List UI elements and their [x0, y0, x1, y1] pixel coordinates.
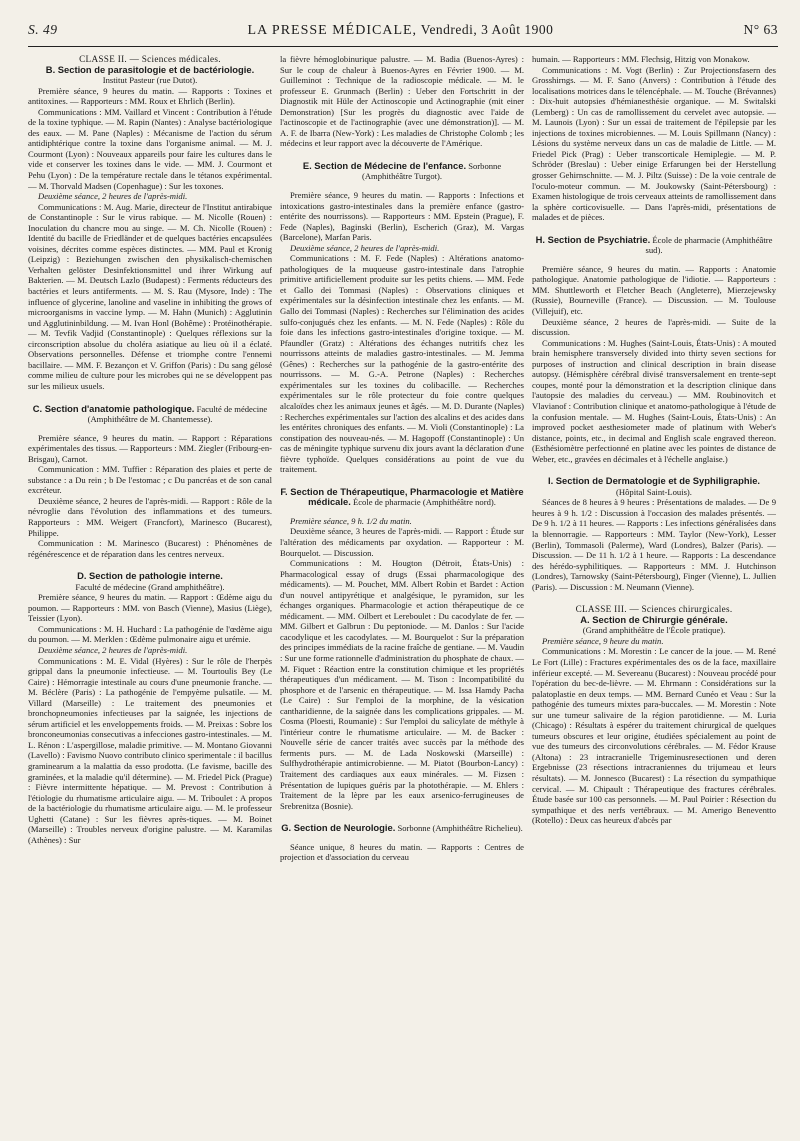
- paragraph: Communications : M. Vogt (Berlin) : Zur Projectionsfasern des Grosshirngs. — M. F. Sano (Anvers) : Contribution à l'étude des localisations motrices dans le télencéphale. — M. Touche (Brévannes) : Dix-huit autopsies d'hémianesthésie organique. — M. Switalski (Lemberg) : Un cas de ramollissement du cervelet avec autopsie. — M. Launois (Lyon) : Sur un essai de traitement de l'épilepsie par les injections de toxines microbiennes. — M. Louis Spillmann (Nancy) : Lésions du système nerveux dans un cas de maladie de Little. — M. Friedel Pick (Prag) : Ueber transcorticale Hemiplegie. — M. P. Schröder (Breslau) : Ueber einige Erfarungen bei der Herstellung grosser Gehirnschnitte. — M. J. Piltz (Suisse) : De la voie centrale de l'oculo-moteur commun. — M. Joukowsky (Saint-Pétersbourg) : Examen histologique de trois cerveaux atteints de ramollissement dans la sphère corticovisuelle. — Dans l'après-midi, présentations de malades et de pièces.: [532, 64, 776, 223]
- section-location: Faculté de médecine (Grand amphithéâtre).: [75, 581, 225, 592]
- section-location: Institut Pasteur (rue Dutot).: [102, 75, 198, 86]
- column-3: [532, 54, 776, 1136]
- paragraph: Communications : MM. Vaillard et Vincent : Contribution à l'étude de la toxine typhique. — M. Rapin (Nantes) : Analyse bactériologique des eaux. — M. Pane (Naples) : Mécanisme de l'action du sérum antidiphtérique contre la toxine dans l'organisme animal. — M. J. Courmont (Lyon) : Nouveaux appareils pour faire les cultures dans le vide et conserver les toxines dans le vide. — MM. J. Courmont et Pehu (Lyon) : De la température rectale dans le tétanos expérimental. — M. Thorvald Madsen (Copenhague) : Sur les toxones.: [28, 106, 272, 191]
- column-2: [280, 54, 524, 1136]
- paragraph: Deuxième séance, 2 heures de l'après-midi. — Suite de la discussion.: [532, 316, 776, 338]
- issue-number: N° 63: [743, 22, 778, 37]
- paragraph: Communications : M. H. Huchard : La pathogénie de l'œdème aigu du poumon. — M. Merklen : Œdème pulmonaire aigu et urémie.: [28, 623, 272, 645]
- paragraph: Séances de 8 heures à 9 heures : Présentations de malades. — De 9 heures à 9 h. 1/2 : Discussion à l'occasion des malades présentés. — De 9 h. 1/2 à 11 heures. — Rapports : Les infections généralisées dans la blennorragie. — Rapporteurs : MM. Taylor (New-York), Lesser (Berlin), Tommasoli (Palerme), Ward (Londres), Balzer (Paris). — Discussion. — De 11 h. 1/2 à 1 heure. — Rapports : La descendance des hérédo-syphilitiques. — Rapporteurs : MM. J. Hutchinson (Londres), Tarnowsky (Saint-Pétersbourg), Finger (Vienne), L. Jullien (Paris). — Discussion : M. Neumann (Vienne).: [532, 497, 776, 592]
- section-heading: H. Section de Psychiatrie. École de pharmacie (Amphithéâtre sud).: [535, 233, 773, 256]
- section-heading: A. Section de Chirurgie générale.: [580, 613, 728, 625]
- section-heading: G. Section de Neurologie. Sorbonne (Amphithéâtre Richelieu).: [281, 822, 523, 834]
- column-1: [28, 54, 272, 1136]
- page-header: [28, 22, 778, 44]
- paragraph: Première séance, 9 heures du matin. — Rapports : Toxines et antitoxines. — Rapporteurs : MM. Roux et Ehrlich (Berlin).: [28, 85, 272, 107]
- class-heading: CLASSE III. — Sciences chirurgicales.: [575, 604, 733, 615]
- session-time: Deuxième séance, 2 heures de l'après-midi.: [38, 191, 188, 202]
- paragraph: Première séance, 9 heures du matin. — Rapports : Anatomie pathologique. Anatomie pathologique de l'idiotie. — Rapporteurs : MM. Shuttleworth et Fletcher Beach (Angleterre), Mierzejewsky (Russie), Bourneville (France). — Discussion. — M. Toulouse (Villejuif), etc.: [532, 263, 776, 317]
- paragraph: Communications : M. F. Fede (Naples) : Altérations anatomo-pathologiques de la muqueuse gastro-intestinale dans l'atrophie primitive artificiellement produite sur les petits chiens. — MM. Fede et Gallo dei Tommasi (Naples) : Observations cliniques et expérimentales sur la désinfection intestinale chez les enfants. — M. Gallo dei Tommasi (Naples) : Recherches sur l'élimination des acides sulfo-conjugués chez les enfants. — M. N. Fede (Naples) : Rôle du foie dans les infections gastro-intestinales d'origine toxique. — M. Pfaundler (Gratz) : Altérations des échanges nutritifs chez les nourrissons atteints de maladies gastro-intestinales. — M. Jemma (Gênes) : Recherches sur la pathogénie de la gastro-entérite des nourrissons. — M. G.-A. Petrone (Naples) : Recherches expérimentales sur les toxines du colibacille. — Recherches expérimentales sur le rôle protecteur du foie contre quelques alcaloïdes chez les animaux jeunes et âgés. — M. D. Durante (Naples) : Recherches expérimentales sur l'action des alcalins et des acides dans les entérites chroniques des enfants. — M. Violi (Constantinople) : La constipation des nouveau-nés. — M. Hagopoff (Constantinople) : Un cas de méningite typhique survenu dix jours avant la déclaration d'une fièvre typhoïde. Quelques considérations au point de vue du traitement.: [280, 253, 524, 475]
- paragraph: Communications : M. Hughes (Saint-Louis, États-Unis) : A mouted brain hemisphere transversely divided into thirty seven sections for purposes of instruction and clinical description in brain disease autopsy. (Hémisphère cérébral divisé transversalement en trente-sept coupes, monté pour la démonstration et la description clinique dans l'autopsie des maladies du cerveau.) — MM. Roubinovitch et Vlavianof : Contribution clinique et anatomo-pathologique à l'étude de la confusion mentale. — M. Hughes (Saint-Louis, États-Unis) : An improved pocket aesthesiometer made of platinum with Weber's distance, points, etc., in decimal and English scale engraved thereon. (Esthésiomètre perfectionné en platine avec les pointes de distance de Weber, etc., gravées en décimales et à l'échelle anglaise.): [532, 337, 776, 464]
- paragraph: Communication : MM. Tuffier : Réparation des plaies et perte de substance : a Du rein ; b De l'estomac ; c Du pancréas et de son canal excréteur.: [28, 464, 272, 496]
- section-heading: I. Section de Dermatologie et de Syphiligraphie.: [547, 475, 761, 487]
- section-heading: C. Section d'anatomie pathologique. Faculté de médecine (Amphithéâtre de M. Chantemesse).: [32, 402, 268, 425]
- class-heading: CLASSE II. — Sciences médicales.: [79, 54, 221, 64]
- text-columns: [28, 54, 778, 1136]
- paragraph: Première séance, 9 heures du matin. — Rapports : Infections et intoxications gastro-intestinales dans la première enfance (gastro-entérite des nourrissons). — Rapporteurs : MM. Epstein (Prague), F. Fede (Naples), Baginski (Berlin), Escherich (Graz), M. Vargas (Barcelone), Marfan Paris.: [280, 190, 524, 243]
- header-rule: [28, 46, 778, 47]
- paragraph: Séance unique, 8 heures du matin. — Rapports : Centres de projection et d'association du cerveau: [280, 841, 524, 863]
- paragraph: Communication : M. Marinesco (Bucarest) : Phénomènes de régénérescence et de réparation dans les centres nerveux.: [28, 538, 272, 559]
- section-heading: B. Section de parasitologie et de bactériologie.: [45, 63, 255, 75]
- section-location: (Grand amphithéâtre de l'École pratique).: [582, 625, 726, 636]
- issue-date: Vendredi, 3 Août 1900: [420, 22, 554, 37]
- session-time: Première séance, 9 heure du matin.: [542, 635, 664, 646]
- paragraph: Première séance, 9 heures du matin. — Rapport : Œdème aigu du poumon. — Rapporteurs : MM. von Basch (Vienne), Masius (Liège), Teissier (Lyon).: [28, 592, 272, 624]
- session-time: Deuxième séance, 2 heures de l'après-midi.: [290, 242, 440, 253]
- session-time: Première séance, 9 h. 1/2 du matin.: [290, 515, 412, 526]
- paragraph: Première séance, 9 heures du matin. — Rapport : Réparations expérimentales des tissus. — Rapporteurs : MM. Ziegler (Fribourg-en-Brisgau), Carnot.: [28, 432, 272, 464]
- paragraph: Communications : M. E. Vidal (Hyères) : Sur le rôle de l'herpès grippal dans la pneumonie infectieuse. — M. Tourtoulis Bey (Le Caire) : Hémorragie intestinale au cours d'une pneumonie franche. — M. Béclère (Paris) : La pathogénie de l'empyème pulsatile. — M. Villard (Marseille) : Le traitement des pneumonies et bronchopneumonies infectieuses par la saignée, les injections de sérum artificiel et les enveloppements froids. — M. Preixas : Sobre los bronconeumonias consecutivas a infecciones gastro-intestinales. — M. L. Rénon : L'aspergillose, maladie primitive. — M. Montano Giovanni (Lavello) : Favismo Nuovo contributo clinico sperimentale : il bacillus graminearum a la malattia da esso prodotta. (Le favisme, bacille des graminées, et la maladie qu'il détermine). — M. Friedel Pick (Prague) : Fièvre intermittente hépatique. — M. Prevost : Contribution à l'étiologie du rhumatisme articulaire aigu. — M. Triboulet : A propos de la bactériologie du rhumatisme articulaire aigu. — M. le professeur Ughetti (Catane) : Sur les fièvres après-tiques. — M. Boinet (Marseille) : Troubles nerveux d'origine palustre. — M. Karamilas (Athènes) : Sur: [28, 655, 272, 845]
- section-heading: E. Section de Médecine de l'enfance. Sorbonne (Amphithéâtre Turgot).: [302, 159, 502, 182]
- paragraph: la fièvre hémoglobinurique palustre. — M. Badia (Buenos-Ayres) : Sur le coup de chaleur à Buenos-Ayres en Février 1900. — M. Guilleminot : Technique de la radioscopie médicale. — M. le professeur E. Grunmach (Berlin) : Ueber den Fortschritt in der Diagnostik mit Hüle der Actinoscopie und Actinographie (mit einer Demonstration) [Sur les progrès du diagnostic avec l'aide de l'actinoscopie et de l'actinographie (avec une démonstration)]. — M. A. F. de Ibarra (New-York) : Les maladies de Christophe Colomb ; les médecins et leur rapport avec la découverte de l'Amérique.: [280, 54, 524, 149]
- paragraph: Deuxième séance, 3 heures de l'après-midi. — Rapport : Étude sur l'altération des médicaments par oxydation. — Rapporteur : M. Bourquelot. — Discussion.: [280, 526, 524, 558]
- paragraph: Communications : M. Hougton (Détroit, États-Unis) : Pharmacological essay of drugs (Essai pharmacologique des médicaments). — M. Pouchet, MM. Albert Robin et Bardet : Action d'un nouvel antipyrétique et analgésique, le pyramidon, sur les échanges organiques. Pharmacologie et action thérapeutique de ce médicament. — MM. Oilbert et Lereboulet : Du cacodylate de fer. — MM. Gilbert et Galbrun : Du peptoniode. — M. Danlos : Sur l'acide cacodylique et les cacodylates. — M. Bourquelot : Sur la préparation des principes immédiats de la racine fraîche de gentiane. — M. Vaudin : Sur une forme rationnelle d'administration du phosphate de chaux. — M. Fiquet : Réaction entre la constitution chimique et les propriétés thérapeutiques d'un médicament. — M. Tison : Incompatibilité du phosphore et de l'arsenic en thérapeutique. — M. Issa Hamdy Pacha (Le Caire) : Sur l'emploi de la morphine, de la vésication cantharidienne, de la saignée dans les complications grippales. — M. Cosma (Ploesti, Roumanie) : Sur l'emploi du salicylate de méthyle à l'intérieur contre le rhumatisme articulaire. — M. de Backer : Nouvelle série de cancer traités avec succès par la méthode des ferments purs. — M. de Lada Noskowski (Marseille) : Sulfhydrothérapie antimicrobienne. — M. Piatot (Bourbon-Lancy) : Traitement des cardiaques aux eaux minérales. — M. Fizsen : Présentation de lupiques guéris par la photothérapie. — M. Ehlers : Traitement de la lèpre par les eaux arsenico-ferrugineuses de Srebrenitza (Bosnie).: [280, 558, 524, 811]
- paragraph: Communications : M. Morestin : Le cancer de la joue. — M. René Le Fort (Lille) : Fractures expérimentales des os de la face, maxillaire inférieur excepté. — M. Severeanu (Bucarest) : Nouveau procédé pour l'opération du bec-de-lièvre. — M. Ehrmann : Considérations sur la palatoplastie en deux temps. — MM. Bernard Cunéo et Veau : Sur la pathogénie des tumeurs mixtes para-buccales. — M. Morestin : Note sur une tumeur salivaire de la région parotidienne. — M. Luria (Chicago) : Résultats à espérer du traitement chirurgical de quelques tumeurs obscures et leur origine, étudiées spécialement au point de vue des tumeurs des circonvolutions cérébrales. — M. Fédor Krause (Altona) : 23 intracranielle Trigeminusresectionen und deren Ergebnisse (23 résections intracraniennes du trijumeau et leurs résultats). — M. Jonnesco (Bucarest) : La résection du sympathique cervical. — M. Chipault : Thérapeutique des fractures cérébrales. Étude basée sur 100 cas personnels. — M. Paul Poirier : Résection du sympathique et des nerfs vertébraux. — M. Amerigo Beneventto (Rotello) : Deux cas heureux d'abcès par: [532, 646, 776, 826]
- masthead: [248, 22, 554, 39]
- paragraph: Deuxième séance, 2 heures de l'après-midi. — Rapport : Rôle de la névroglie dans l'évolution des inflammations et des tumeurs. Rapporteurs : MM. Weigert (Francfort), Marinesco (Bucarest), Philippe.: [28, 495, 272, 538]
- page-number: S. 49: [28, 22, 58, 37]
- section-heading: F. Section de Thérapeutique, Pharmacologie et Matière médicale. École de pharmacie (Amphithéâtre nord).: [280, 485, 524, 508]
- journal-title: LA PRESSE MÉDICALE,: [247, 23, 418, 38]
- paragraph: humain. — Rapporteurs : MM. Flechsig, Hitzig von Monakow.: [532, 54, 750, 64]
- section-heading: D. Section de pathologie interne.: [77, 570, 223, 582]
- section-location: (Hôpital Saint-Louis).: [616, 486, 692, 497]
- paragraph: Communications : M. Aug. Marie, directeur de l'Institut antirabique de Constantinople : Sur le virus rabique. — M. Nicolle (Rouen) : Inoculation du chancre mou au singe. — M. Ch. Nicolle (Rouen) : Identité du bacille de Friedländer et de quelques bactéries encapsulées voisines, décrites comme espèces distinctes. — MM. Paul et Kronig (Leipzig) : Beziehungen zwischen den physikalisch-chemischen Verhalten gelöster Desinfektionsmittel und ihrer Wirkung auf Bakterien. — M. Deutsch Lazlo (Budapest) : Ferments réducteurs des bactéries et leurs antiferments. — M. S. Rau (Mysore, Inde) : The influence of glycerine, lanoline and vaseline in inhibiting the grows of microorganisms in vaccine lymp. — M. Hahn (Munich) : Agglutinin und Agglutininbildung. — M. Ivan Honl (Bohême) : Protéinothérapie. — M. Tevfik Vadjid (Constantinople) : Quelques réflexions sur la circonscription absolue du choléra asiatique au lieu où il a éclaté. Observations personnelles. Défense et triomphe contre l'ennemi bacillaire. — MM. F. Bezançon et V. Griffon (Paris) : Du sang gélosé comme milieu de culture pour les microbes qui ne se développent pas sur les milieux usuels.: [28, 201, 272, 391]
- session-time: Deuxième séance, 2 heures de l'après-midi.: [38, 644, 188, 655]
